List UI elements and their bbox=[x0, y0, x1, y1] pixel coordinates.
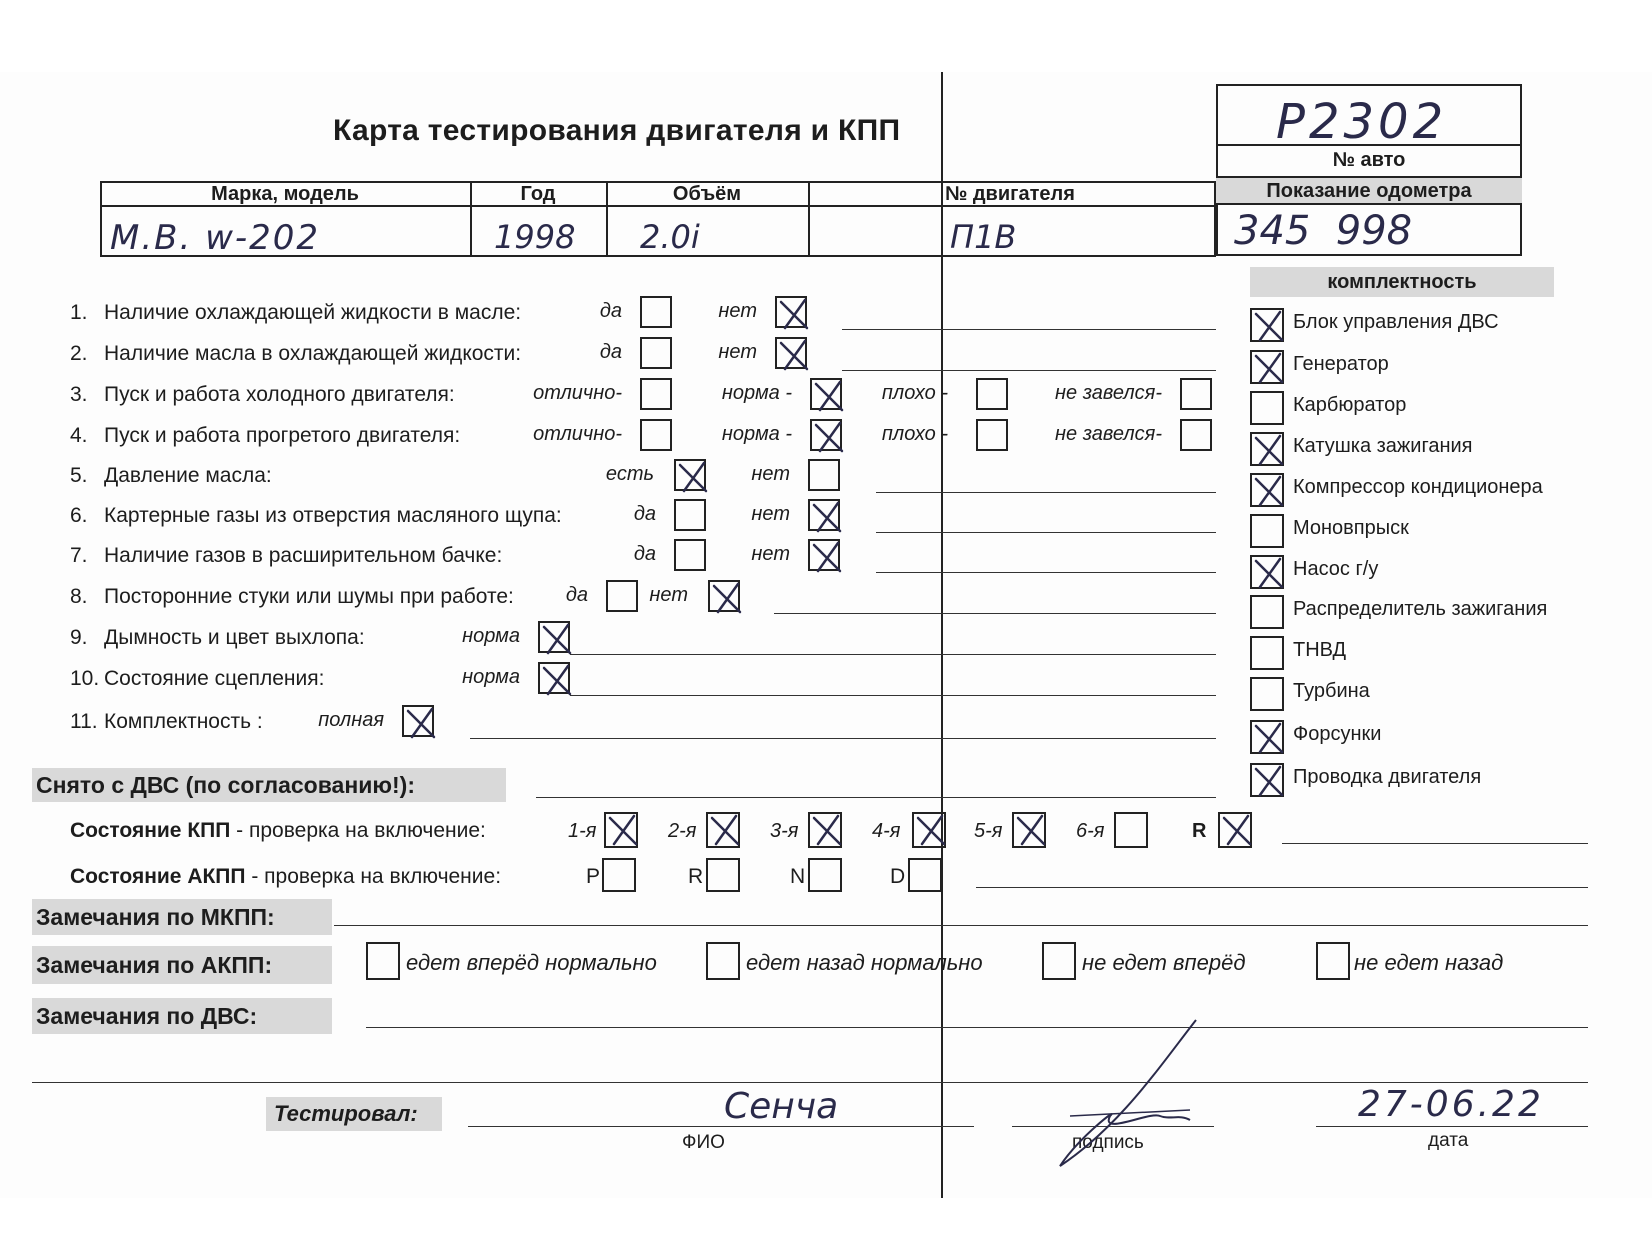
signature-mark bbox=[1040, 1016, 1210, 1176]
col-make-header: Марка, модель bbox=[211, 183, 359, 205]
checklist-label: Состояние сцепления: bbox=[104, 667, 325, 690]
option-label: да bbox=[599, 300, 622, 322]
checklist-line[interactable] bbox=[876, 572, 1216, 573]
tester-name: Сенча bbox=[724, 1086, 839, 1127]
remarks-dvs-line-1[interactable] bbox=[366, 1027, 1588, 1028]
completeness-checkbox[interactable] bbox=[1250, 514, 1284, 548]
col-engine-number-header: № двигателя bbox=[945, 183, 1075, 205]
year-value: 1998 bbox=[494, 218, 576, 256]
completeness-item-label: ТНВД bbox=[1293, 639, 1347, 661]
akpp-position-checkbox[interactable] bbox=[602, 858, 636, 892]
option-label: плохо - bbox=[881, 423, 948, 445]
option-label: не завелся- bbox=[1055, 382, 1162, 404]
checklist-label: Комплектность : bbox=[104, 710, 263, 733]
akpp-option-label: не едет назад bbox=[1354, 950, 1504, 975]
checklist-number: 2. bbox=[70, 342, 88, 365]
completeness-item-label: Форсунки bbox=[1293, 723, 1382, 745]
option-checkbox[interactable] bbox=[775, 296, 807, 328]
akpp-position-label: P bbox=[586, 865, 601, 888]
akpp-option-checkbox[interactable] bbox=[366, 942, 400, 980]
option-label: да bbox=[565, 584, 588, 606]
remarks-dvs-label: Замечания по ДВС: bbox=[32, 998, 332, 1034]
completeness-checkbox[interactable] bbox=[1250, 308, 1284, 342]
completeness-item-label: Компрессор кондиционера bbox=[1293, 476, 1543, 498]
odometer-divider bbox=[1216, 203, 1522, 205]
col-volume-header: Объём bbox=[672, 183, 742, 205]
fio-caption: ФИО bbox=[682, 1132, 725, 1153]
form-title: Карта тестирования двигателя и КПП bbox=[333, 114, 901, 147]
akpp-position-label: R bbox=[688, 865, 704, 888]
checklist-line[interactable] bbox=[570, 695, 1216, 696]
option-checkbox[interactable] bbox=[640, 296, 672, 328]
date-value: 27-06.22 bbox=[1358, 1084, 1544, 1125]
make-model-value: M.B. w-202 bbox=[110, 218, 321, 258]
option-label: да bbox=[599, 341, 622, 363]
completeness-checkbox[interactable] bbox=[1250, 763, 1284, 797]
akpp-position-checkbox[interactable] bbox=[908, 858, 942, 892]
completeness-header: комплектность bbox=[1250, 267, 1554, 297]
checklist-number: 9. bbox=[70, 626, 88, 649]
gear-label: R bbox=[1192, 820, 1207, 842]
completeness-checkbox[interactable] bbox=[1250, 555, 1284, 589]
gear-checkbox[interactable] bbox=[1218, 812, 1252, 848]
checklist-number: 8. bbox=[70, 585, 88, 608]
checklist-line[interactable] bbox=[876, 492, 1216, 493]
completeness-item-label: Карбюратор bbox=[1293, 394, 1407, 416]
date-line[interactable] bbox=[1316, 1126, 1588, 1127]
gear-label: 4-я bbox=[872, 820, 901, 842]
checklist-number: 3. bbox=[70, 383, 88, 406]
gear-checkbox[interactable] bbox=[706, 812, 740, 848]
remarks-dvs-line-2[interactable] bbox=[32, 1082, 1588, 1083]
option-checkbox[interactable] bbox=[808, 459, 840, 491]
checklist-line[interactable] bbox=[470, 738, 1216, 739]
checklist-number: 11. bbox=[70, 710, 98, 733]
option-label: да bbox=[633, 503, 656, 525]
volume-value: 2.0i bbox=[640, 218, 700, 256]
option-checkbox[interactable] bbox=[606, 580, 638, 612]
option-label: плохо - bbox=[881, 382, 948, 404]
option-label: нет bbox=[718, 300, 757, 322]
option-checkbox[interactable] bbox=[674, 459, 706, 491]
gear-label: 6-я bbox=[1076, 820, 1105, 842]
option-checkbox[interactable] bbox=[1180, 419, 1212, 451]
akpp-position-checkbox[interactable] bbox=[706, 858, 740, 892]
completeness-item-label: Турбина bbox=[1293, 680, 1370, 702]
akpp-position-label: N bbox=[790, 865, 806, 888]
akpp-option-label: не едет вперёд bbox=[1082, 950, 1246, 975]
option-label: норма - bbox=[721, 423, 792, 445]
option-checkbox[interactable] bbox=[674, 539, 706, 571]
completeness-item-label: Распределитель зажигания bbox=[1293, 598, 1548, 620]
checklist-number: 4. bbox=[70, 424, 88, 447]
auto-number-divider bbox=[1216, 144, 1522, 146]
gear-checkbox[interactable] bbox=[912, 812, 946, 848]
completeness-item-label: Генератор bbox=[1293, 353, 1389, 375]
checklist-number: 10. bbox=[70, 667, 100, 690]
checklist-line[interactable] bbox=[842, 329, 1216, 330]
option-checkbox[interactable] bbox=[976, 378, 1008, 410]
akpp-option-checkbox[interactable] bbox=[1042, 942, 1076, 980]
akpp-option-label: едет назад нормально bbox=[746, 950, 983, 975]
col-year-header: Год bbox=[520, 183, 556, 205]
option-checkbox[interactable] bbox=[402, 705, 434, 737]
option-checkbox[interactable] bbox=[810, 419, 842, 451]
akpp-option-checkbox[interactable] bbox=[1316, 942, 1350, 980]
completeness-checkbox[interactable] bbox=[1250, 595, 1284, 629]
completeness-item-label: Блок управления ДВС bbox=[1293, 311, 1499, 333]
option-label: полная bbox=[318, 709, 384, 731]
akpp-position-checkbox[interactable] bbox=[808, 858, 842, 892]
remarks-mkpp-line[interactable] bbox=[334, 925, 1588, 926]
date-caption: дата bbox=[1428, 1130, 1469, 1151]
option-label: нет bbox=[718, 341, 757, 363]
odometer-label: Показание одометра bbox=[1216, 176, 1522, 205]
kpp-label bbox=[70, 819, 486, 843]
completeness-checkbox[interactable] bbox=[1250, 473, 1284, 507]
option-label: норма bbox=[462, 625, 520, 647]
option-checkbox[interactable] bbox=[808, 499, 840, 531]
option-checkbox[interactable] bbox=[808, 539, 840, 571]
akpp-option-checkbox[interactable] bbox=[706, 942, 740, 980]
completeness-item-label: Катушка зажигания bbox=[1293, 435, 1473, 457]
checklist-line[interactable] bbox=[774, 613, 1216, 614]
auto-number-value: P2302 bbox=[1276, 94, 1448, 150]
completeness-checkbox[interactable] bbox=[1250, 677, 1284, 711]
engine-number-value: П1В bbox=[950, 218, 1017, 256]
option-checkbox[interactable] bbox=[538, 621, 570, 653]
akpp-line[interactable] bbox=[976, 887, 1588, 888]
completeness-checkbox[interactable] bbox=[1250, 636, 1284, 670]
akpp-position-label: D bbox=[890, 865, 906, 888]
option-checkbox[interactable] bbox=[640, 378, 672, 410]
option-label: нет bbox=[751, 463, 790, 485]
option-label: да bbox=[633, 543, 656, 565]
gear-checkbox[interactable] bbox=[1114, 812, 1148, 848]
akpp-option-label: едет вперёд нормально bbox=[406, 950, 657, 975]
option-checkbox[interactable] bbox=[538, 662, 570, 694]
kpp-label-bold: Состояние КПП bbox=[70, 819, 231, 842]
gear-label: 1-я bbox=[568, 820, 597, 842]
option-label: нет bbox=[751, 503, 790, 525]
option-checkbox[interactable] bbox=[976, 419, 1008, 451]
remarks-akpp-label: Замечания по АКПП: bbox=[32, 946, 332, 984]
completeness-item-label: Моновпрыск bbox=[1293, 517, 1409, 539]
option-checkbox[interactable] bbox=[674, 499, 706, 531]
option-label: норма bbox=[462, 666, 520, 688]
fio-line[interactable] bbox=[468, 1126, 974, 1127]
checklist-label: Давление масла: bbox=[104, 464, 272, 487]
checklist-number: 5. bbox=[70, 464, 88, 487]
completeness-checkbox[interactable] bbox=[1250, 350, 1284, 384]
checklist-label: Картерные газы из отверстия масляного щупа: bbox=[104, 504, 562, 527]
checklist-label: Пуск и работа прогретого двигателя: bbox=[104, 424, 461, 447]
option-label: не завелся- bbox=[1055, 423, 1162, 445]
remarks-mkpp-label: Замечания по МКПП: bbox=[32, 899, 332, 935]
completeness-checkbox[interactable] bbox=[1250, 720, 1284, 754]
kpp-line[interactable] bbox=[1282, 843, 1588, 844]
odometer-value: 345 998 bbox=[1234, 208, 1413, 254]
checklist-number: 1. bbox=[70, 301, 88, 324]
header-col-divider-3 bbox=[808, 181, 810, 257]
gear-checkbox[interactable] bbox=[604, 812, 638, 848]
option-label: нет bbox=[751, 543, 790, 565]
option-label: есть bbox=[605, 463, 654, 485]
signature-caption: подпись bbox=[1072, 1132, 1144, 1153]
option-checkbox[interactable] bbox=[640, 337, 672, 369]
kpp-label-rest: - проверка на включение: bbox=[230, 819, 486, 842]
option-label: норма - bbox=[721, 382, 792, 404]
option-checkbox[interactable] bbox=[640, 419, 672, 451]
checklist-label: Пуск и работа холодного двигателя: bbox=[104, 383, 455, 406]
completeness-item-label: Насос г/у bbox=[1293, 558, 1379, 580]
checklist-number: 6. bbox=[70, 504, 88, 527]
checklist-line[interactable] bbox=[842, 370, 1216, 371]
checklist-number: 7. bbox=[70, 544, 88, 567]
option-checkbox[interactable] bbox=[810, 378, 842, 410]
completeness-item-label: Проводка двигателя bbox=[1293, 766, 1482, 788]
removed-label: Снято с ДВС (по согласованию!): bbox=[32, 768, 506, 802]
checklist-line[interactable] bbox=[876, 532, 1216, 533]
gear-label: 3-я bbox=[770, 820, 799, 842]
gear-checkbox[interactable] bbox=[1012, 812, 1046, 848]
akpp-label bbox=[70, 865, 501, 889]
option-label: отлично- bbox=[533, 382, 622, 404]
gear-checkbox[interactable] bbox=[808, 812, 842, 848]
gear-label: 5-я bbox=[974, 820, 1003, 842]
option-checkbox[interactable] bbox=[1180, 378, 1212, 410]
checklist-label: Наличие газов в расширительном бачке: bbox=[104, 544, 503, 567]
removed-line[interactable] bbox=[536, 797, 1216, 798]
checklist-label: Дымность и цвет выхлопа: bbox=[104, 626, 365, 649]
checklist-label: Посторонние стуки или шумы при работе: bbox=[104, 585, 514, 608]
completeness-checkbox[interactable] bbox=[1250, 432, 1284, 466]
checklist-label: Наличие масла в охлаждающей жидкости: bbox=[104, 342, 522, 365]
option-label: отлично- bbox=[533, 423, 622, 445]
option-checkbox[interactable] bbox=[708, 580, 740, 612]
option-checkbox[interactable] bbox=[775, 337, 807, 369]
auto-number-label: № авто bbox=[1332, 149, 1406, 171]
tested-label: Тестировал: bbox=[266, 1097, 442, 1131]
completeness-checkbox[interactable] bbox=[1250, 391, 1284, 425]
checklist-label: Наличие охлаждающей жидкости в масле: bbox=[104, 301, 522, 324]
akpp-label-bold: Состояние АКПП bbox=[70, 865, 246, 888]
option-label: нет bbox=[649, 584, 688, 606]
gear-label: 2-я bbox=[668, 820, 697, 842]
akpp-label-rest: - проверка на включение: bbox=[245, 865, 502, 888]
checklist-line[interactable] bbox=[570, 654, 1216, 655]
